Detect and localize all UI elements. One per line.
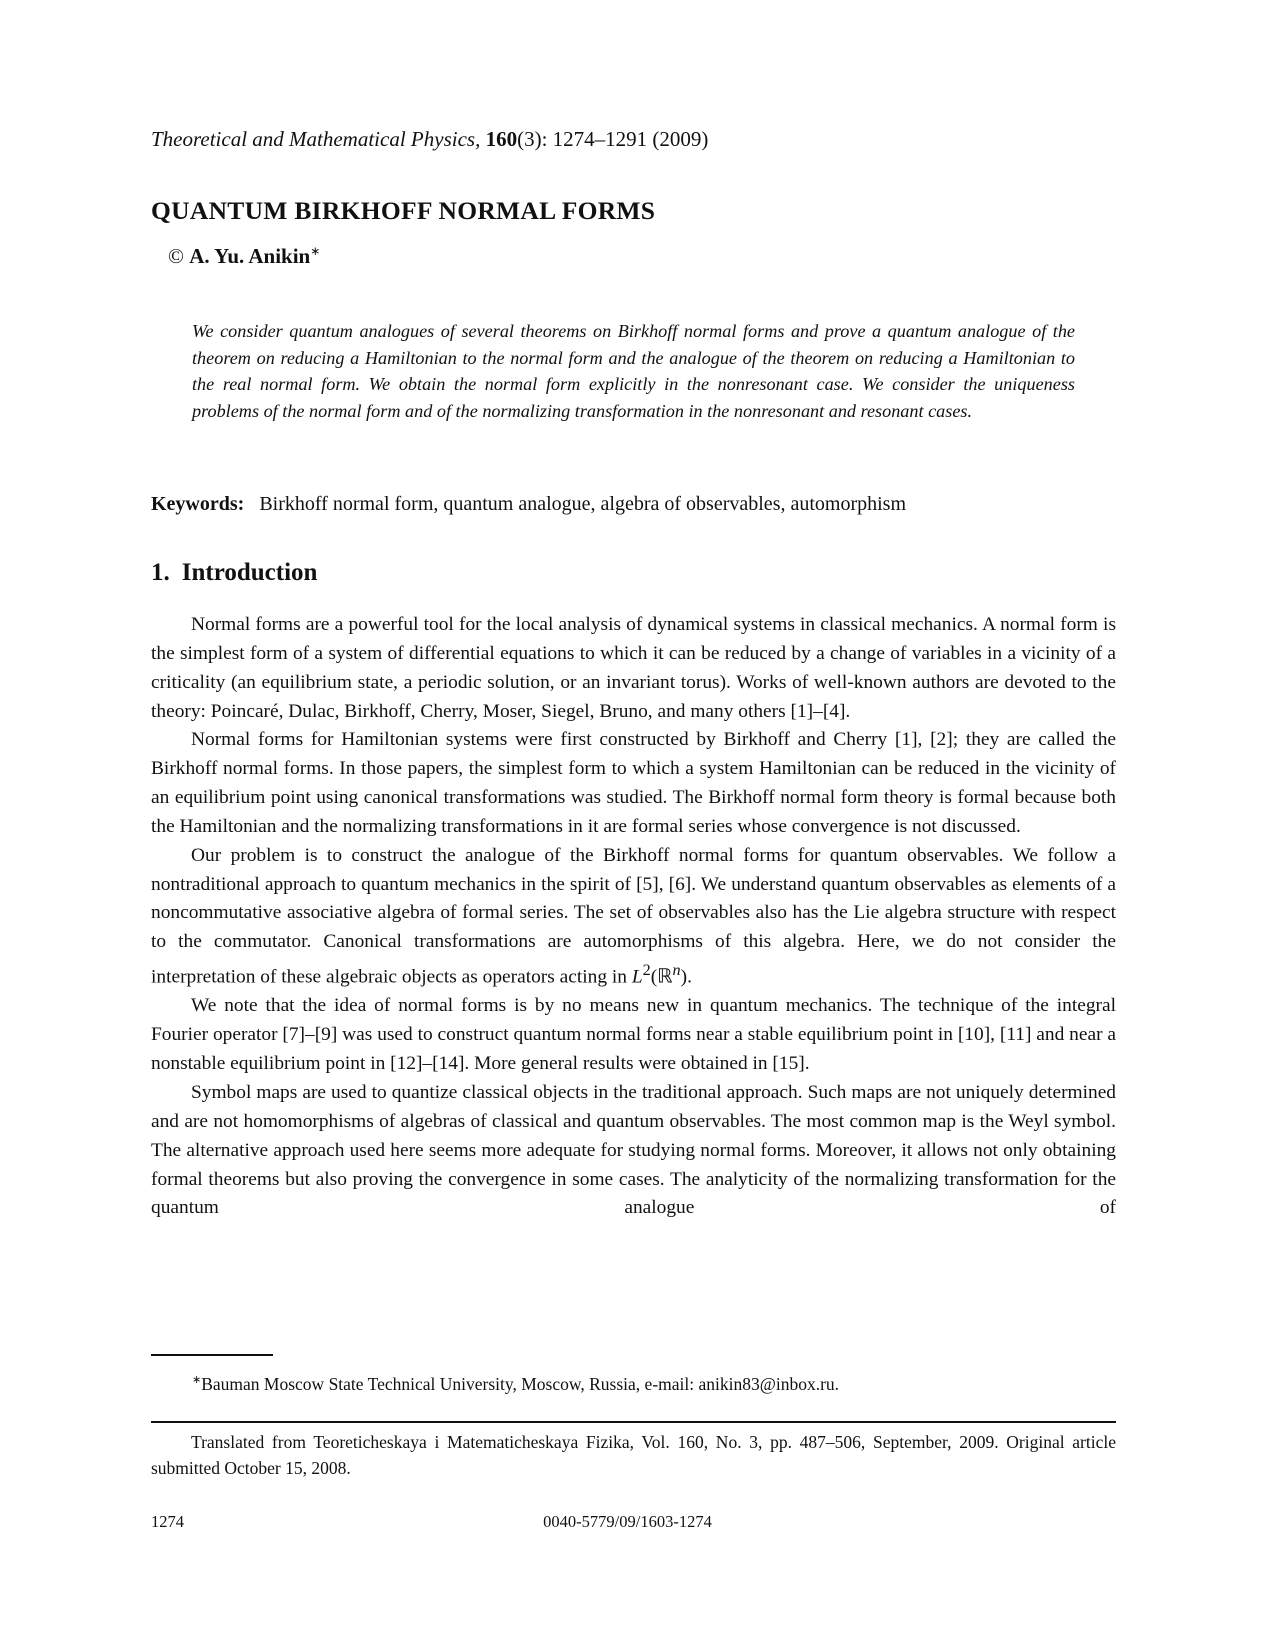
keywords-label: Keywords:: [151, 493, 245, 515]
math-n: n: [672, 962, 681, 980]
section-title: Introduction: [181, 559, 318, 586]
translation-rule: [151, 1421, 1116, 1423]
math-exponent: 2: [642, 962, 651, 980]
paragraph-4: We note that the idea of normal forms is by no means new in quantum mechanics. The technique of the integral Fourier operator [7]–[9] was used to construct quantum normal forms near a stable equilibrium point in [10], [11] and near a nonstable equilibrium point in [12]–[14]. More general results were obtained in [15].: [151, 995, 1116, 1075]
math-arg: (ℝ: [650, 966, 673, 988]
footnote-mark: ∗: [192, 1374, 202, 1386]
abstract: We consider quantum analogues of several theorems on Birkhoff normal forms and prove a quantum analogue of the theorem on reducing a Hamiltonian to the normal form and the analogue of the theorem on reducing a Hamiltonian to the real normal form. We obtain the normal form explicitly in the nonresonant case. We consider the uniqueness problems of the normal form and of the normalizing transformation in the nonresonant and resonant cases.: [192, 321, 1075, 421]
author-footnote-mark: ∗: [310, 244, 321, 258]
keywords: [151, 493, 906, 516]
page-number: 1274: [151, 1512, 184, 1531]
translation-note: Translated from Teoreticheskaya i Matematicheskaya Fizika, Vol. 160, No. 3, pp. 487–506, September, 2009. Original article submitted October 15, 2008.: [151, 1432, 1116, 1478]
body-text: [151, 611, 1116, 1223]
author-line: [168, 244, 320, 269]
journal-header: [151, 127, 708, 152]
paragraph-5: Symbol maps are used to quantize classical objects in the traditional approach. Such maps are not uniquely determined and are not homomorphisms of algebras of classical and quantum observables. The most common map is the Weyl symbol. The alternative approach used here seems more adequate for studying normal forms. Moreover, it allows not only obtaining formal theorems but also proving the convergence in some cases. The analyticity of the normalizing transformation for the quantum analogue of: [151, 1081, 1116, 1219]
paragraph-3: [151, 842, 1116, 993]
issn-footer: [0, 1512, 1275, 1532]
footnote: [192, 1373, 839, 1395]
footnote-rule: [151, 1354, 273, 1356]
section-heading: [151, 559, 317, 587]
journal-name: Theoretical and Mathematical Physics,: [151, 127, 481, 151]
paragraph-2: Normal forms for Hamiltonian systems were first constructed by Birkhoff and Cherry [1], [2]; they are called the Birkhoff normal forms. In those papers, the simplest form to which a system Hamiltonian can be reduced in the vicinity of an equilibrium point using canonical transformations was studied. The Birkhoff normal form theory is formal because both the Hamiltonian and the normalizing transformations in it are formal series whose convergence is not discussed.: [151, 729, 1116, 837]
copyright-icon: ©: [168, 244, 184, 268]
keywords-text: Birkhoff normal form, quantum analogue, algebra of observables, automorphism: [259, 493, 907, 515]
journal-issue-pages-year: (3): 1274–1291 (2009): [517, 127, 709, 151]
paper-title: QUANTUM BIRKHOFF NORMAL FORMS: [151, 196, 656, 225]
math-l: L: [631, 966, 643, 988]
paragraph-1: Normal forms are a powerful tool for the local analysis of dynamical systems in classical mechanics. A normal form is the simplest form of a system of differential equations to which it can be reduced by a change of variables in a vicinity of a criticality (an equilibrium state, a periodic solution, or an invariant torus). Works of well-known authors are devoted to the theory: Poincaré, Dulac, Birkhoff, Cherry, Moser, Siegel, Bruno, and many others [1]–[4].: [151, 614, 1116, 722]
section-number: 1.: [151, 559, 170, 586]
author-name: A. Yu. Anikin: [189, 244, 311, 268]
issn-code: 0040-5779/09/1603-1274: [543, 1512, 712, 1531]
footnote-text: Bauman Moscow State Technical University, Moscow, Russia, e-mail: anikin83@inbox.ru.: [201, 1373, 840, 1394]
math-close: ).: [680, 966, 692, 988]
journal-volume: 160: [485, 127, 518, 151]
paragraph-3-text: Our problem is to construct the analogue of the Birkhoff normal forms for quantum observables. We follow a nontraditional approach to quantum mechanics in the spirit of [5], [6]. We understand quantum observables as elements of a noncommutative associative algebra of formal series. The set of observables also has the Lie algebra structure with respect to the commutator. Canonical transformations are automorphisms of this algebra. Here, we do not consider the interpretation of these algebraic objects as operators acting in: [151, 844, 1116, 988]
